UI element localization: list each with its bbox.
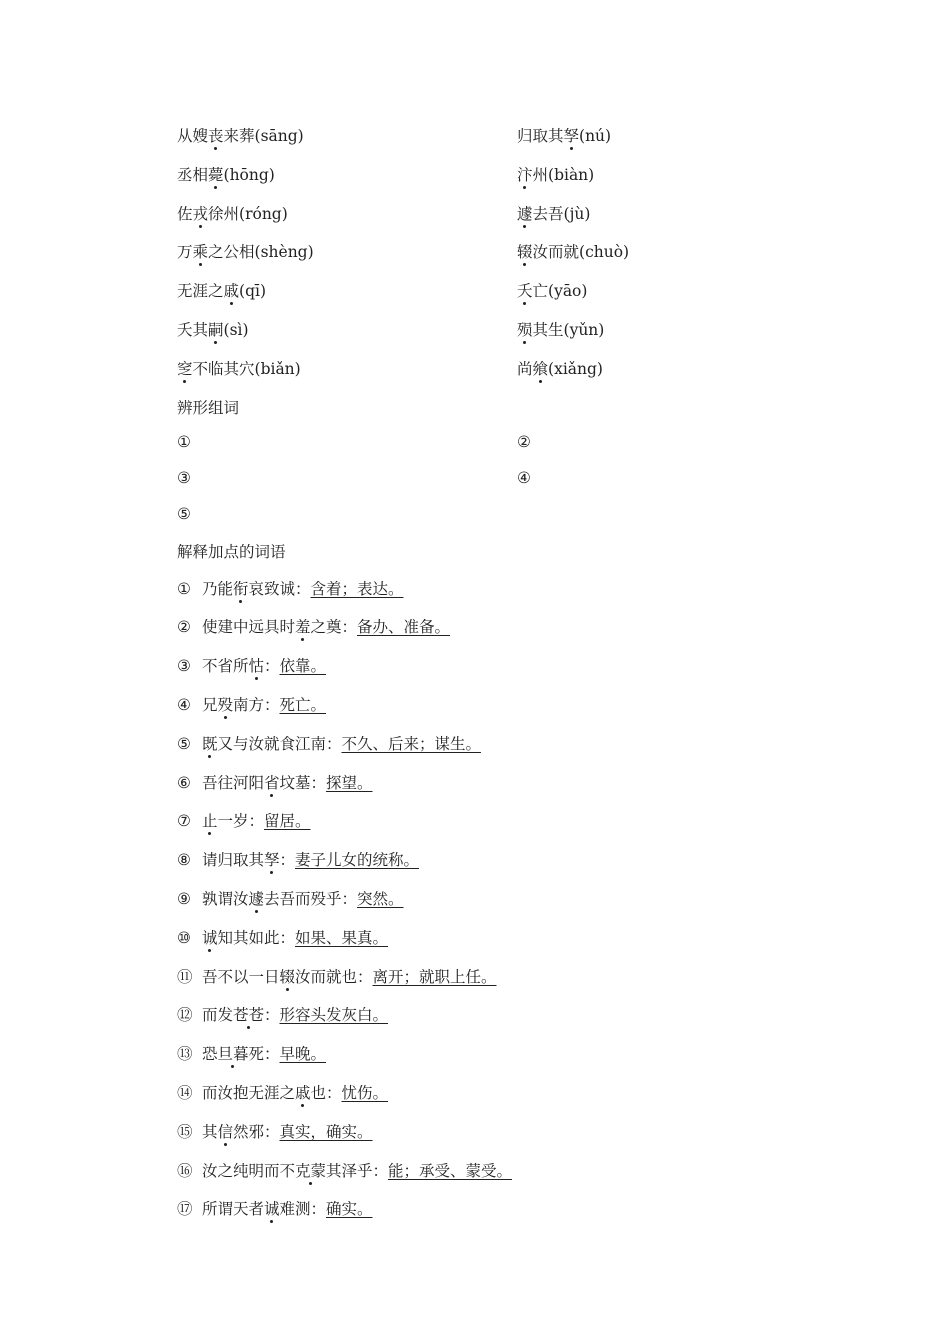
jieshi-entry	[177, 1074, 797, 1113]
entry-text-after: 其泽乎：	[325, 1161, 388, 1180]
jieshi-section	[177, 534, 797, 1230]
entry-text-after: ：	[263, 1006, 280, 1025]
jieshi-entry	[177, 686, 797, 725]
entry-number: ⑦	[177, 812, 191, 831]
entry-text-after: 南方：	[232, 695, 280, 714]
entry-number: ⑩	[177, 928, 191, 947]
pinyin-item: 辍汝而就(chuò)	[517, 243, 630, 262]
entry-text-before: 吾不以一日	[201, 967, 280, 986]
bianxing-item: ②	[517, 432, 531, 451]
dotted-char: 诚	[263, 1200, 280, 1219]
entry-answer: 探望。	[325, 773, 373, 792]
dotted-char: 殁	[217, 695, 233, 714]
pinyin-row	[177, 118, 797, 157]
entry-number: ①	[177, 579, 191, 598]
dotted-char: 孥	[263, 851, 280, 870]
bianxing-item: ⑤	[177, 504, 191, 523]
entry-text-after: 汝而就也：	[294, 967, 373, 986]
entry-text-after: 难测：	[279, 1200, 326, 1219]
entry-number: ⑤	[177, 734, 191, 753]
entry-answer: 如果、果真。	[294, 928, 388, 947]
bianxing-row	[177, 462, 797, 498]
entry-text-before: 乃能	[201, 579, 233, 598]
bianxing-item: ③	[177, 468, 191, 487]
entry-text-after: 又与汝就食江南：	[217, 734, 342, 753]
entry-text-after: 死：	[248, 1045, 280, 1064]
pinyin-row	[177, 351, 797, 390]
entry-answer: 形容头发灰白。	[279, 1006, 388, 1025]
dotted-char: 窆	[177, 359, 193, 378]
dotted-char: 诚	[201, 928, 218, 947]
entry-text-before: 而发	[201, 1006, 233, 1025]
entry-text-after: 之奠：	[310, 618, 357, 637]
entry-answer: 备办、准备。	[356, 618, 450, 637]
entry-text-before: 孰谓汝	[201, 889, 249, 908]
entry-text-before: 所谓天者	[201, 1200, 264, 1219]
dotted-char: 乘	[192, 243, 209, 262]
dotted-char: 夭	[517, 282, 533, 301]
entry-number: ⑮	[177, 1122, 193, 1141]
dotted-char: 辍	[517, 243, 533, 262]
entry-answer: 不久、后来；谋生。	[341, 734, 481, 753]
pinyin-section	[177, 118, 797, 390]
entry-text-before: 汝之纯明而不	[201, 1161, 295, 1180]
dotted-char: 遽	[517, 204, 533, 223]
entry-text-after: 知其如此：	[217, 928, 295, 947]
entry-text-after: 去吾而殁乎：	[263, 889, 357, 908]
bianxing-section	[177, 390, 797, 534]
dotted-char: 遽	[248, 889, 264, 908]
page-content	[177, 118, 797, 1229]
jieshi-list	[177, 570, 797, 1230]
entry-answer: 早晚。	[279, 1045, 326, 1064]
pinyin-item: 尚飨(xiǎng)	[517, 359, 603, 378]
dotted-char: 薨	[208, 165, 224, 184]
entry-answer: 突然。	[356, 889, 404, 908]
dotted-char: 既	[201, 734, 218, 753]
jieshi-entry	[177, 1113, 797, 1152]
entry-text-before: 请归取其	[201, 851, 264, 870]
entry-text-after: 一岁：	[217, 812, 264, 831]
dotted-char: 殒	[517, 320, 533, 339]
entry-text-before: 吾往河阳	[201, 773, 264, 792]
entry-text-before: 使建中远具时	[201, 618, 295, 637]
pinyin-item: 遽去吾(jù)	[517, 204, 591, 223]
entry-answer: 依靠。	[279, 657, 326, 676]
dotted-char: 汴	[517, 165, 533, 184]
entry-answer: 确实。	[325, 1200, 373, 1219]
entry-answer: 含着；表达。	[310, 579, 404, 598]
entry-text-before: 兄	[201, 695, 218, 714]
dotted-char: 戚	[294, 1083, 311, 1102]
jieshi-entry	[177, 725, 797, 764]
dotted-char: 克蒙	[294, 1161, 326, 1180]
jieshi-entry	[177, 996, 797, 1035]
pinyin-row	[177, 157, 797, 196]
jieshi-entry	[177, 958, 797, 997]
entry-number: ⑰	[177, 1200, 193, 1219]
entry-number: ②	[177, 618, 191, 637]
dotted-char: 旦暮	[217, 1045, 249, 1064]
pinyin-row	[177, 234, 797, 273]
dotted-char: 羞	[294, 618, 311, 637]
dotted-char: 衔	[232, 579, 249, 598]
entry-number: ⑥	[177, 773, 191, 792]
pinyin-item: 夭亡(yāo)	[517, 282, 588, 301]
entry-answer: 离开；就职上任。	[372, 967, 497, 986]
pinyin-item: 万乘之公相(shèng)	[177, 243, 314, 262]
dotted-char: 嗣	[208, 320, 224, 339]
entry-number: ⑫	[177, 1006, 193, 1025]
dotted-char: 戎	[192, 204, 209, 223]
bianxing-item: ④	[517, 468, 531, 487]
dotted-char: 省	[263, 773, 280, 792]
pinyin-item: 归取其孥(nú)	[517, 127, 612, 145]
dotted-char: 孥	[563, 127, 580, 145]
jieshi-entry	[177, 1190, 797, 1229]
entry-text-before: 不省所	[201, 657, 249, 676]
entry-number: ⑭	[177, 1083, 193, 1102]
entry-text-after: 然邪：	[232, 1122, 280, 1141]
entry-number: ③	[177, 657, 191, 676]
entry-answer: 真实，确实。	[279, 1122, 373, 1141]
section-heading: 解释加点的词语	[177, 542, 286, 561]
bianxing-row	[177, 498, 797, 534]
entry-text-after: ：	[263, 657, 280, 676]
jieshi-entry	[177, 764, 797, 803]
dotted-char: 怙	[248, 657, 264, 676]
bianxing-item: ①	[177, 432, 191, 451]
jieshi-entry	[177, 647, 797, 686]
entry-text-before: 恐	[201, 1045, 218, 1064]
section-heading: 辨形组词	[177, 398, 240, 417]
entry-answer: 忧伤。	[341, 1083, 388, 1102]
pinyin-item: 无涯之戚(qī)	[177, 282, 267, 301]
jieshi-entry	[177, 880, 797, 919]
entry-text-after: 哀致诚：	[248, 579, 311, 598]
pinyin-item: 夭其嗣(sì)	[177, 320, 249, 339]
dotted-char: 飨	[532, 359, 549, 378]
entry-answer: 死亡。	[279, 695, 326, 714]
entry-number: ⑪	[177, 967, 193, 986]
pinyin-item: 丞相薨(hōng)	[177, 165, 275, 184]
pinyin-item: 窆不临其穴(biǎn)	[177, 359, 301, 378]
pinyin-item: 从嫂丧来葬(sāng)	[177, 127, 304, 145]
dotted-char: 信	[217, 1122, 233, 1141]
entry-text-after: 也：	[310, 1083, 342, 1102]
jieshi-entry	[177, 1035, 797, 1074]
dotted-char: 止	[201, 812, 218, 831]
entry-answer: 留居。	[263, 812, 311, 831]
entry-text-after: 坟墓：	[279, 773, 326, 792]
entry-number: ⑯	[177, 1161, 193, 1180]
pinyin-item: 殒其生(yǔn)	[517, 320, 605, 339]
dotted-char: 辍	[279, 967, 295, 986]
entry-number: ⑨	[177, 889, 191, 908]
entry-number: ⑧	[177, 851, 191, 870]
entry-text-before: 其	[201, 1122, 218, 1141]
entry-answer: 能；承受、蒙受。	[387, 1161, 512, 1180]
pinyin-row	[177, 273, 797, 312]
dotted-char: 戚	[223, 282, 240, 301]
pinyin-row	[177, 312, 797, 351]
jieshi-entry	[177, 608, 797, 647]
jieshi-entry	[177, 1152, 797, 1191]
pinyin-row	[177, 196, 797, 235]
entry-text-before: 而汝抱无涯之	[201, 1083, 295, 1102]
entry-number: ④	[177, 695, 191, 714]
bianxing-row	[177, 426, 797, 462]
entry-number: ⑬	[177, 1045, 193, 1064]
pinyin-item: 佐戎徐州(róng)	[177, 204, 288, 223]
jieshi-entry	[177, 802, 797, 841]
jieshi-entry	[177, 570, 797, 609]
entry-answer: 妻子儿女的统称。	[294, 851, 419, 870]
dotted-char: 苍苍	[232, 1006, 264, 1025]
pinyin-item: 汴州(biàn)	[517, 165, 595, 184]
dotted-char: 丧	[208, 127, 224, 145]
entry-text-after: ：	[279, 851, 295, 870]
jieshi-entry	[177, 919, 797, 958]
jieshi-entry	[177, 841, 797, 880]
